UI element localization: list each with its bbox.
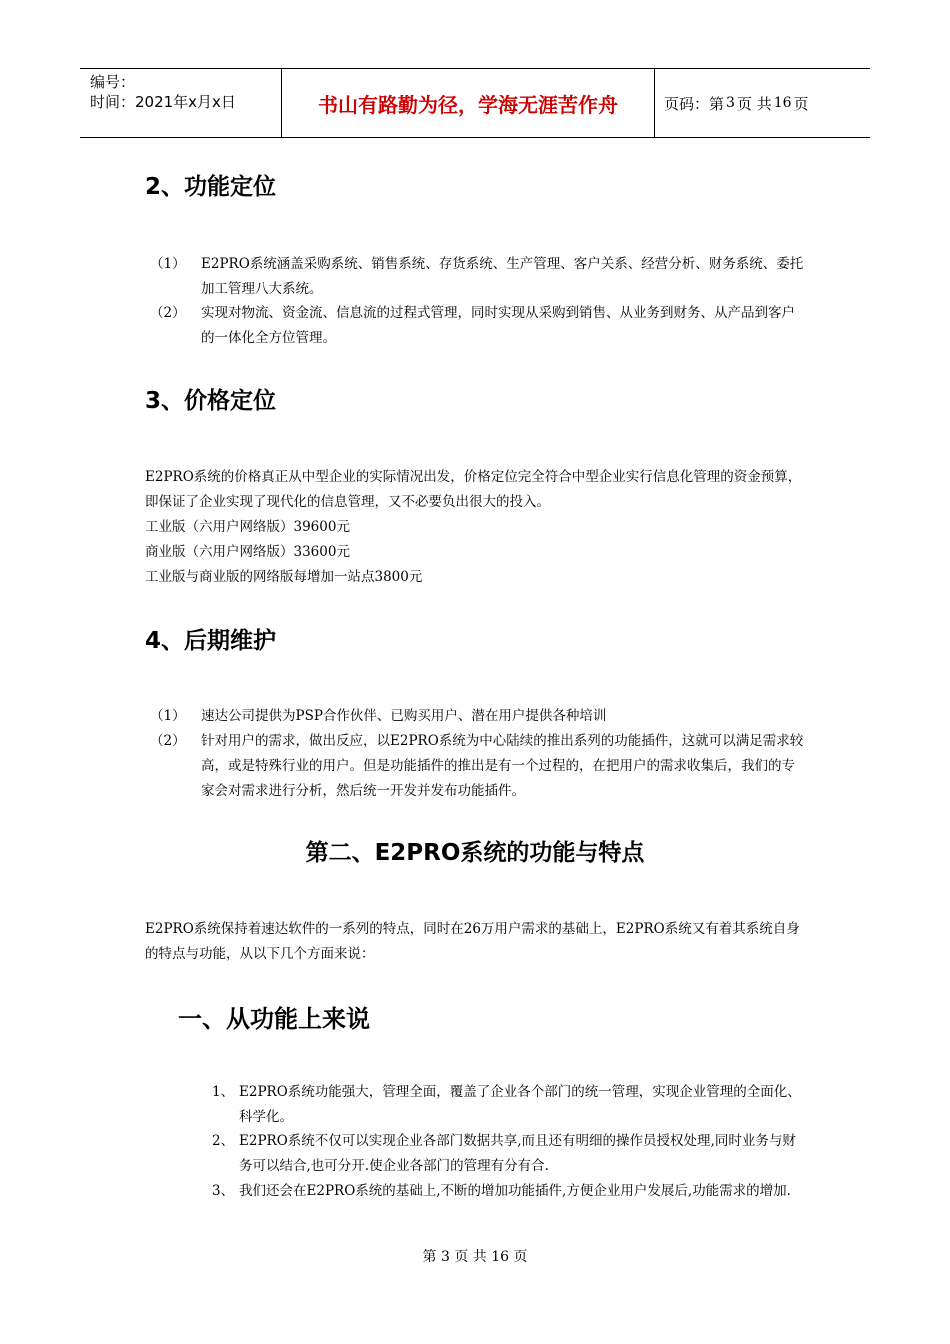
code-label: 编号： <box>90 73 136 91</box>
section-heading: 2、功能定位 <box>145 174 277 200</box>
header-motto: 书山有路勤为径，学海无涯苦作舟 <box>318 92 618 117</box>
time-label: 时间：2021年x月x日 <box>90 93 236 111</box>
price-line: 工业版（六用户网络版）39600元 <box>145 519 350 535</box>
paragraph: E2PRO系统的价格真正从中型企业的实际情况出发，价格定位完全符合中型企业实行信息化管理的资金预算，即保证了企业实现了现代化的信息管理，又不必要负出很大的投入。 <box>145 469 802 510</box>
section-heading: 3、价格定位 <box>145 388 277 414</box>
section-heading: 4、后期维护 <box>145 628 277 654</box>
price-line: 商业版（六用户网络版）33600元 <box>145 544 350 560</box>
page-footer: 第 3 页 共 16 页 <box>422 1249 528 1265</box>
page-header <box>80 68 870 138</box>
subsection-heading: 一、从功能上来说 <box>178 1005 370 1033</box>
chapter-heading: 第二、E2PRO系统的功能与特点 <box>305 840 645 866</box>
paragraph: E2PRO系统保持着速达软件的一系列的特点，同时在26万用户需求的基础上，E2PRO系统又有着其系统自身的特点与功能，从以下几个方面来说： <box>145 921 800 962</box>
header-meta <box>90 72 280 112</box>
price-line: 工业版与商业版的网络版每增加一站点3800元 <box>145 569 423 585</box>
header-page-number: 页码：第 3 页 共 16 页 <box>664 94 809 113</box>
header-divider <box>654 69 655 137</box>
